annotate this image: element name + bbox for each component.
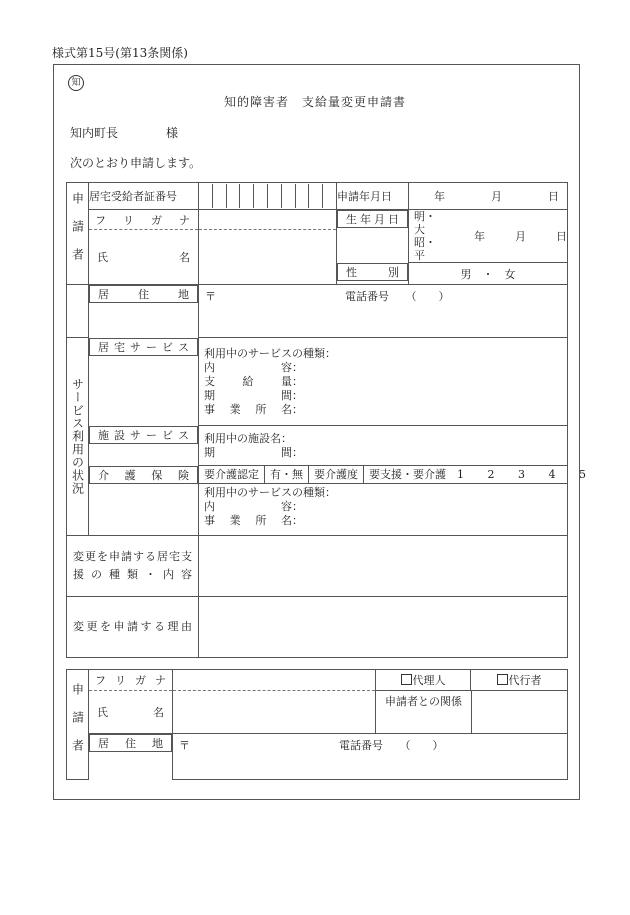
facility-name-line: 利用中の施設名： xyxy=(204,431,292,445)
proxy-address-field[interactable] xyxy=(173,734,568,780)
name-field[interactable] xyxy=(199,230,337,285)
change-content-field[interactable] xyxy=(199,536,568,597)
proxy-name-label: 氏 名 xyxy=(97,706,164,719)
relation-cell[interactable] xyxy=(376,691,568,734)
change-content-label: 変更を申請する居宅支援の種類・内容 xyxy=(73,550,192,581)
cert-digit-box[interactable] xyxy=(199,184,213,208)
furigana-label: フ リ ガ ナ xyxy=(95,213,190,227)
form-title: 知的障害者 支給量変更申請書 xyxy=(223,95,406,109)
care-cert-options[interactable]: 有・無 xyxy=(265,466,309,483)
home-service-label: 居 宅 サ ー ビ ス xyxy=(89,338,198,356)
proxy-name-field[interactable] xyxy=(173,691,376,734)
apply-date-day: 日 xyxy=(548,190,559,203)
proxy-side-label: 申請者 xyxy=(70,682,85,767)
address-field[interactable] xyxy=(199,285,568,338)
change-content-label-cell xyxy=(67,536,199,597)
furigana-field[interactable] xyxy=(199,210,337,230)
deputy-label: 代行者 xyxy=(508,674,542,687)
cert-digit-boxes xyxy=(199,184,336,208)
care-level-bar xyxy=(199,466,596,484)
care-cert-label: 要介護認定 xyxy=(199,466,265,483)
relation-field[interactable] xyxy=(472,691,567,733)
proxy-furigana-label-cell xyxy=(89,670,173,691)
proxy-name-label-cell xyxy=(89,691,173,734)
deputy-checkbox-cell[interactable] xyxy=(471,670,568,691)
birth-date-day: 日 xyxy=(556,230,567,243)
facility-period-line: 期 間 xyxy=(204,445,292,459)
form-number: 様式第15号(第13条関係) xyxy=(52,46,188,60)
name-label-cell xyxy=(89,230,199,285)
application-table xyxy=(66,182,596,658)
apply-date-year: 年 xyxy=(434,190,445,203)
birth-date-month: 月 xyxy=(515,230,526,243)
birth-date-year: 年 xyxy=(474,230,485,243)
proxy-phone-label: 電話番号 （ ） xyxy=(339,739,444,752)
care-insurance-label: 介 護 保 険 xyxy=(89,466,198,484)
service-side-label-cell xyxy=(67,338,89,536)
addressee: 知内町長 様 xyxy=(70,126,179,140)
phone-label: 電話番号 （ ） xyxy=(345,290,450,303)
care-level-options[interactable] xyxy=(364,466,601,483)
birth-date-label: 生 年 月 日 xyxy=(337,210,408,228)
change-reason-label: 変更を申請する理由 xyxy=(73,620,192,633)
proxy-postal-mark: 〒 xyxy=(179,739,190,752)
home-service-line: 事 業 所 名 xyxy=(204,402,292,416)
proxy-furigana-label: フ リ ガ ナ xyxy=(95,674,166,687)
cert-digit-box[interactable] xyxy=(213,184,227,208)
cert-digit-box[interactable] xyxy=(309,184,323,208)
era-top: 明・大 xyxy=(414,210,436,236)
home-service-line: 支 給 量 xyxy=(204,374,292,388)
applicant-side-label-cont xyxy=(67,285,89,338)
home-service-header: 利用中のサービスの種類： xyxy=(204,346,336,360)
cert-digit-box[interactable] xyxy=(227,184,241,208)
deputy-checkbox[interactable] xyxy=(497,674,508,685)
home-service-line: 期 間 xyxy=(204,388,292,402)
home-service-field[interactable]: 利用中のサービスの種類： 内 容 ： 支 給 量 ： 期 間 ： 事 業 所 名 ： xyxy=(199,338,568,426)
cert-digit-box[interactable] xyxy=(268,184,282,208)
care-service-line: 事 業 所 名 xyxy=(204,514,292,527)
apply-date-month: 月 xyxy=(491,190,502,203)
applicant-side-label: 申請者 xyxy=(70,191,85,276)
proxy-side-label-cell xyxy=(67,670,89,780)
cert-digit-box[interactable] xyxy=(254,184,268,208)
proxy-address-label: 居 住 地 xyxy=(89,734,172,752)
service-side-label: サービス利用の状況 xyxy=(70,378,85,495)
care-service-line: 内 容 xyxy=(204,500,292,513)
address-label: 居 住 地 xyxy=(89,285,198,303)
birth-date-field[interactable] xyxy=(409,210,568,263)
applicant-side-label-cell xyxy=(67,183,89,285)
apply-date-field[interactable] xyxy=(409,183,568,210)
care-insurance-field[interactable]: 要介護認定 有・無 要介護度 要支援・要介護 1 2 3 4 5 利用中のサービスの種類： 内 容 ： 事 業 所 名 ： xyxy=(199,466,568,536)
apply-date-label: 申請年月日 xyxy=(337,183,409,210)
care-level-type: 要支援・要介護 xyxy=(369,468,446,481)
care-level-label: 要介護度 xyxy=(309,466,364,483)
cert-digit-box[interactable] xyxy=(296,184,310,208)
furigana-label-cell xyxy=(89,210,199,230)
cert-digit-box[interactable] xyxy=(323,184,336,208)
proxy-table xyxy=(66,669,568,780)
cert-number-label: 居宅受給者証番号 xyxy=(89,183,199,210)
relation-label: 申請者との関係 xyxy=(376,691,472,733)
name-label: 氏 名 xyxy=(97,251,190,264)
sex-field[interactable]: 男 ・ 女 xyxy=(409,263,568,285)
agent-checkbox[interactable] xyxy=(401,674,412,685)
change-reason-field[interactable] xyxy=(199,597,568,658)
era-bottom: 昭・平 xyxy=(414,236,436,262)
cert-digit-box[interactable] xyxy=(240,184,254,208)
sex-label: 性 別 xyxy=(337,263,408,281)
change-reason-label-cell xyxy=(67,597,199,658)
facility-service-field[interactable]: 利用中の施設名： 期 間 ： xyxy=(199,426,568,466)
care-service-header: 利用中のサービスの種類： xyxy=(204,486,336,499)
home-service-line: 内 容 xyxy=(204,360,292,374)
agent-label: 代理人 xyxy=(412,674,446,687)
lead-text: 次のとおり申請します。 xyxy=(70,156,202,170)
facility-service-label: 施 設 サ ー ビ ス xyxy=(89,426,198,444)
cert-number-field[interactable] xyxy=(199,183,337,210)
cert-digit-box[interactable] xyxy=(282,184,296,208)
agent-checkbox-cell[interactable] xyxy=(376,670,471,691)
circled-mark: 知 xyxy=(68,75,84,91)
proxy-furigana-field[interactable] xyxy=(173,670,376,691)
care-level-numbers: 1 2 3 4 5 xyxy=(457,468,596,481)
postal-mark: 〒 xyxy=(205,290,216,303)
